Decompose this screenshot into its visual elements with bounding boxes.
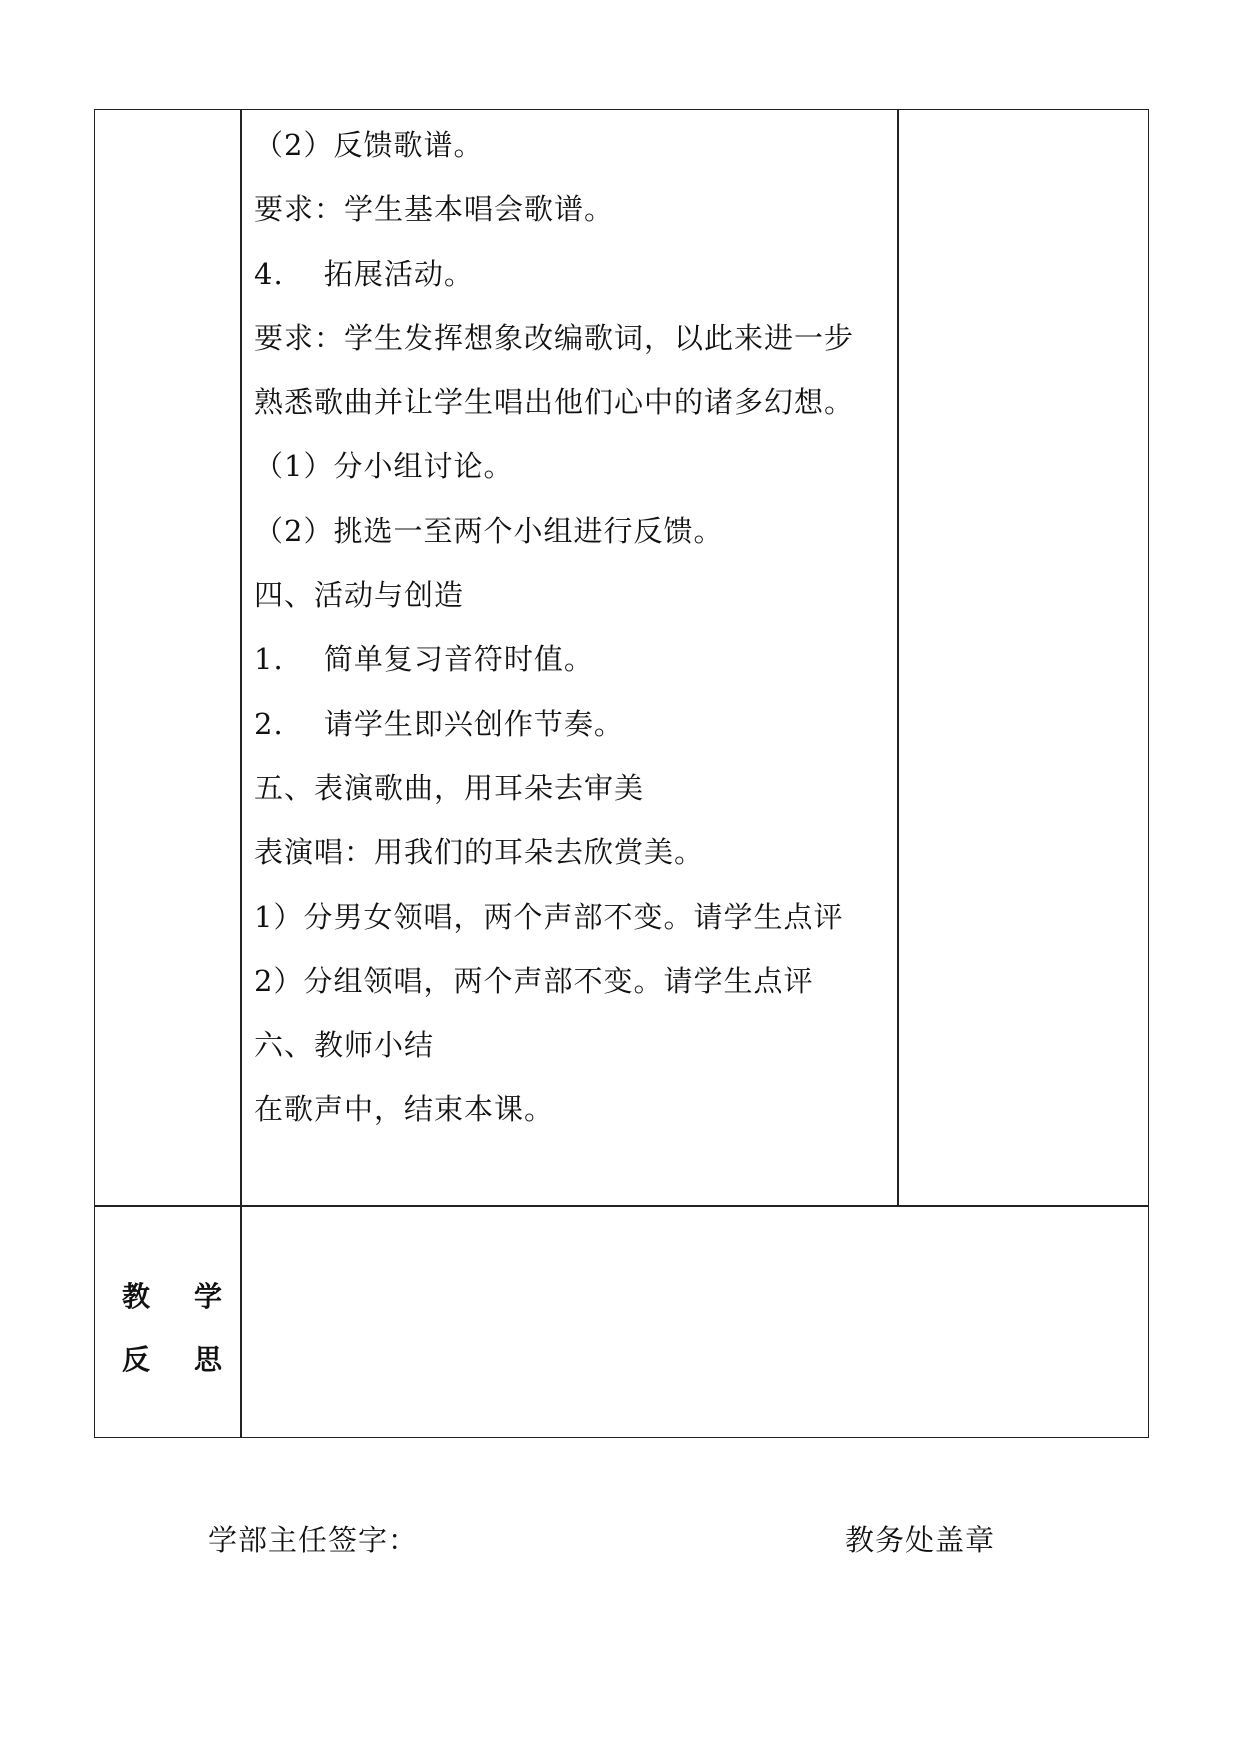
content-line: 熟悉歌曲并让学生唱出他们心中的诸多幻想。 <box>254 385 855 420</box>
table-divider-right <box>897 109 899 1206</box>
content-line: 在歌声中，结束本课。 <box>254 1092 555 1127</box>
content-line: 2）分组领唱，两个声部不变。请学生点评 <box>254 963 814 998</box>
reflection-char: 思 <box>193 1343 222 1376</box>
table-divider-left <box>240 109 242 1438</box>
content-line: 五、表演歌曲，用耳朵去审美 <box>254 770 645 805</box>
content-line: 表演唱：用我们的耳朵去欣赏美。 <box>254 835 705 870</box>
teaching-process-content <box>254 118 894 1147</box>
table-divider-row <box>94 1205 1149 1207</box>
content-line: 2. 请学生即兴创作节奏。 <box>254 706 624 741</box>
content-line: 六、教师小结 <box>254 1028 435 1063</box>
content-line: 1. 简单复习音符时值。 <box>254 642 594 677</box>
content-line: 要求：学生基本唱会歌谱。 <box>254 192 615 227</box>
academic-office-seal-label: 教务处盖章 <box>845 1523 996 1557</box>
content-line: （1）分小组讨论。 <box>254 449 514 484</box>
content-line: 要求：学生发挥想象改编歌词，以此来进一步 <box>254 320 855 355</box>
content-line: （2）挑选一至两个小组进行反馈。 <box>254 513 724 548</box>
teaching-reflection-label-row2 <box>122 1338 222 1378</box>
content-line: 4. 拓展活动。 <box>254 256 474 291</box>
reflection-char: 教 <box>122 1280 151 1313</box>
reflection-char: 反 <box>122 1343 151 1376</box>
teaching-reflection-label-row1 <box>122 1275 222 1315</box>
content-line: 1）分男女领唱，两个声部不变。请学生点评 <box>254 899 844 934</box>
director-signature-label: 学部主任签字： <box>208 1523 419 1557</box>
reflection-char: 学 <box>193 1280 222 1313</box>
content-line: （2）反馈歌谱。 <box>254 128 484 162</box>
content-line: 四、活动与创造 <box>254 578 465 613</box>
